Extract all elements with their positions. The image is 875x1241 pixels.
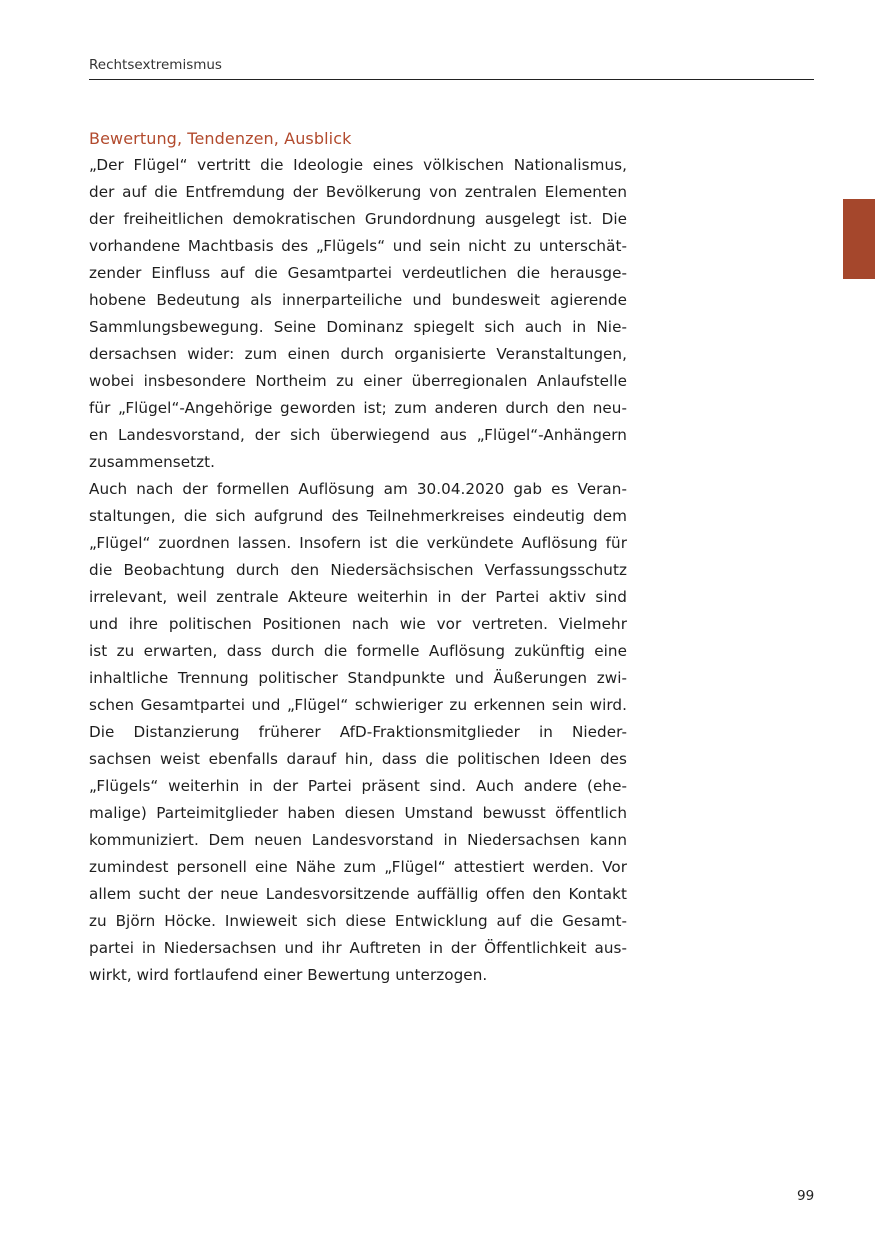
text-line: zender Einfluss auf die Gesamtpartei verdeutlichen die herausge- [89,264,627,282]
text-line: allem sucht der neue Landesvorsitzende auffällig offen den Kontakt [89,885,627,903]
text-line: staltungen, die sich aufgrund des Teilnehmerkreises eindeutig dem [89,507,627,525]
main-content [89,127,627,989]
text-line: wobei insbesondere Northeim zu einer überregionalen Anlaufstelle [89,372,627,390]
text-line: kommuniziert. Dem neuen Landesvorstand in Niedersachsen kann [89,831,627,849]
text-line: „Flügels“ weiterhin in der Partei präsent sind. Auch andere (ehe- [89,777,627,795]
text-line: schen Gesamtpartei und „Flügel“ schwieriger zu erkennen sein wird. [89,696,627,714]
text-line: Die Distanzierung früherer AfD-Fraktionsmitglieder in Nieder- [89,723,627,741]
text-line: Auch nach der formellen Auflösung am 30.04.2020 gab es Veran- [89,480,627,498]
page-number: 99 [797,1188,815,1204]
text-line: „Flügel“ zuordnen lassen. Insofern ist die verkündete Auflösung für [89,534,627,552]
text-line: der freiheitlichen demokratischen Grundordnung ausgelegt ist. Die [89,210,627,228]
text-line: Sammlungsbewegung. Seine Dominanz spiegelt sich auch in Nie- [89,318,627,336]
text-line: und ihre politischen Positionen nach wie vor vertreten. Vielmehr [89,615,627,633]
chapter-side-tab [843,199,875,279]
text-line: zusammensetzt. [89,453,216,471]
section-heading: Bewertung, Tendenzen, Ausblick [89,129,352,148]
text-line: ist zu erwarten, dass durch die formelle Auflösung zukünftig eine [89,642,627,660]
text-line: partei in Niedersachsen und ihr Auftreten in der Öffentlichkeit aus- [89,939,627,957]
text-line: vorhandene Machtbasis des „Flügels“ und sein nicht zu unterschät- [89,237,627,255]
text-line: zu Björn Höcke. Inwieweit sich diese Entwicklung auf die Gesamt- [89,912,627,930]
paragraph-2 [89,476,627,989]
text-line: sachsen weist ebenfalls darauf hin, dass die politischen Ideen des [89,750,627,768]
text-line: zumindest personell eine Nähe zum „Flügel“ attestiert werden. Vor [89,858,627,876]
paragraph-1 [89,152,627,476]
text-line: wirkt, wird fortlaufend einer Bewertung unterzogen. [89,966,488,984]
text-line: für „Flügel“-Angehörige geworden ist; zum anderen durch den neu- [89,399,627,417]
running-header: Rechtsextremismus [89,57,222,73]
text-line: en Landesvorstand, der sich überwiegend aus „Flügel“-Anhängern [89,426,627,444]
text-line: der auf die Entfremdung der Bevölkerung von zentralen Elementen [89,183,627,201]
text-line: irrelevant, weil zentrale Akteure weiterhin in der Partei aktiv sind [89,588,627,606]
header-rule [89,79,814,80]
text-line: die Beobachtung durch den Niedersächsischen Verfassungsschutz [89,561,627,579]
text-line: inhaltliche Trennung politischer Standpunkte und Äußerungen zwi- [89,669,627,687]
text-line: „Der Flügel“ vertritt die Ideologie eines völkischen Nationalismus, [89,156,627,174]
text-line: malige) Parteimitglieder haben diesen Umstand bewusst öffentlich [89,804,627,822]
text-line: dersachsen wider: zum einen durch organisierte Veranstaltungen, [89,345,627,363]
text-line: hobene Bedeutung als innerparteiliche und bundesweit agierende [89,291,627,309]
